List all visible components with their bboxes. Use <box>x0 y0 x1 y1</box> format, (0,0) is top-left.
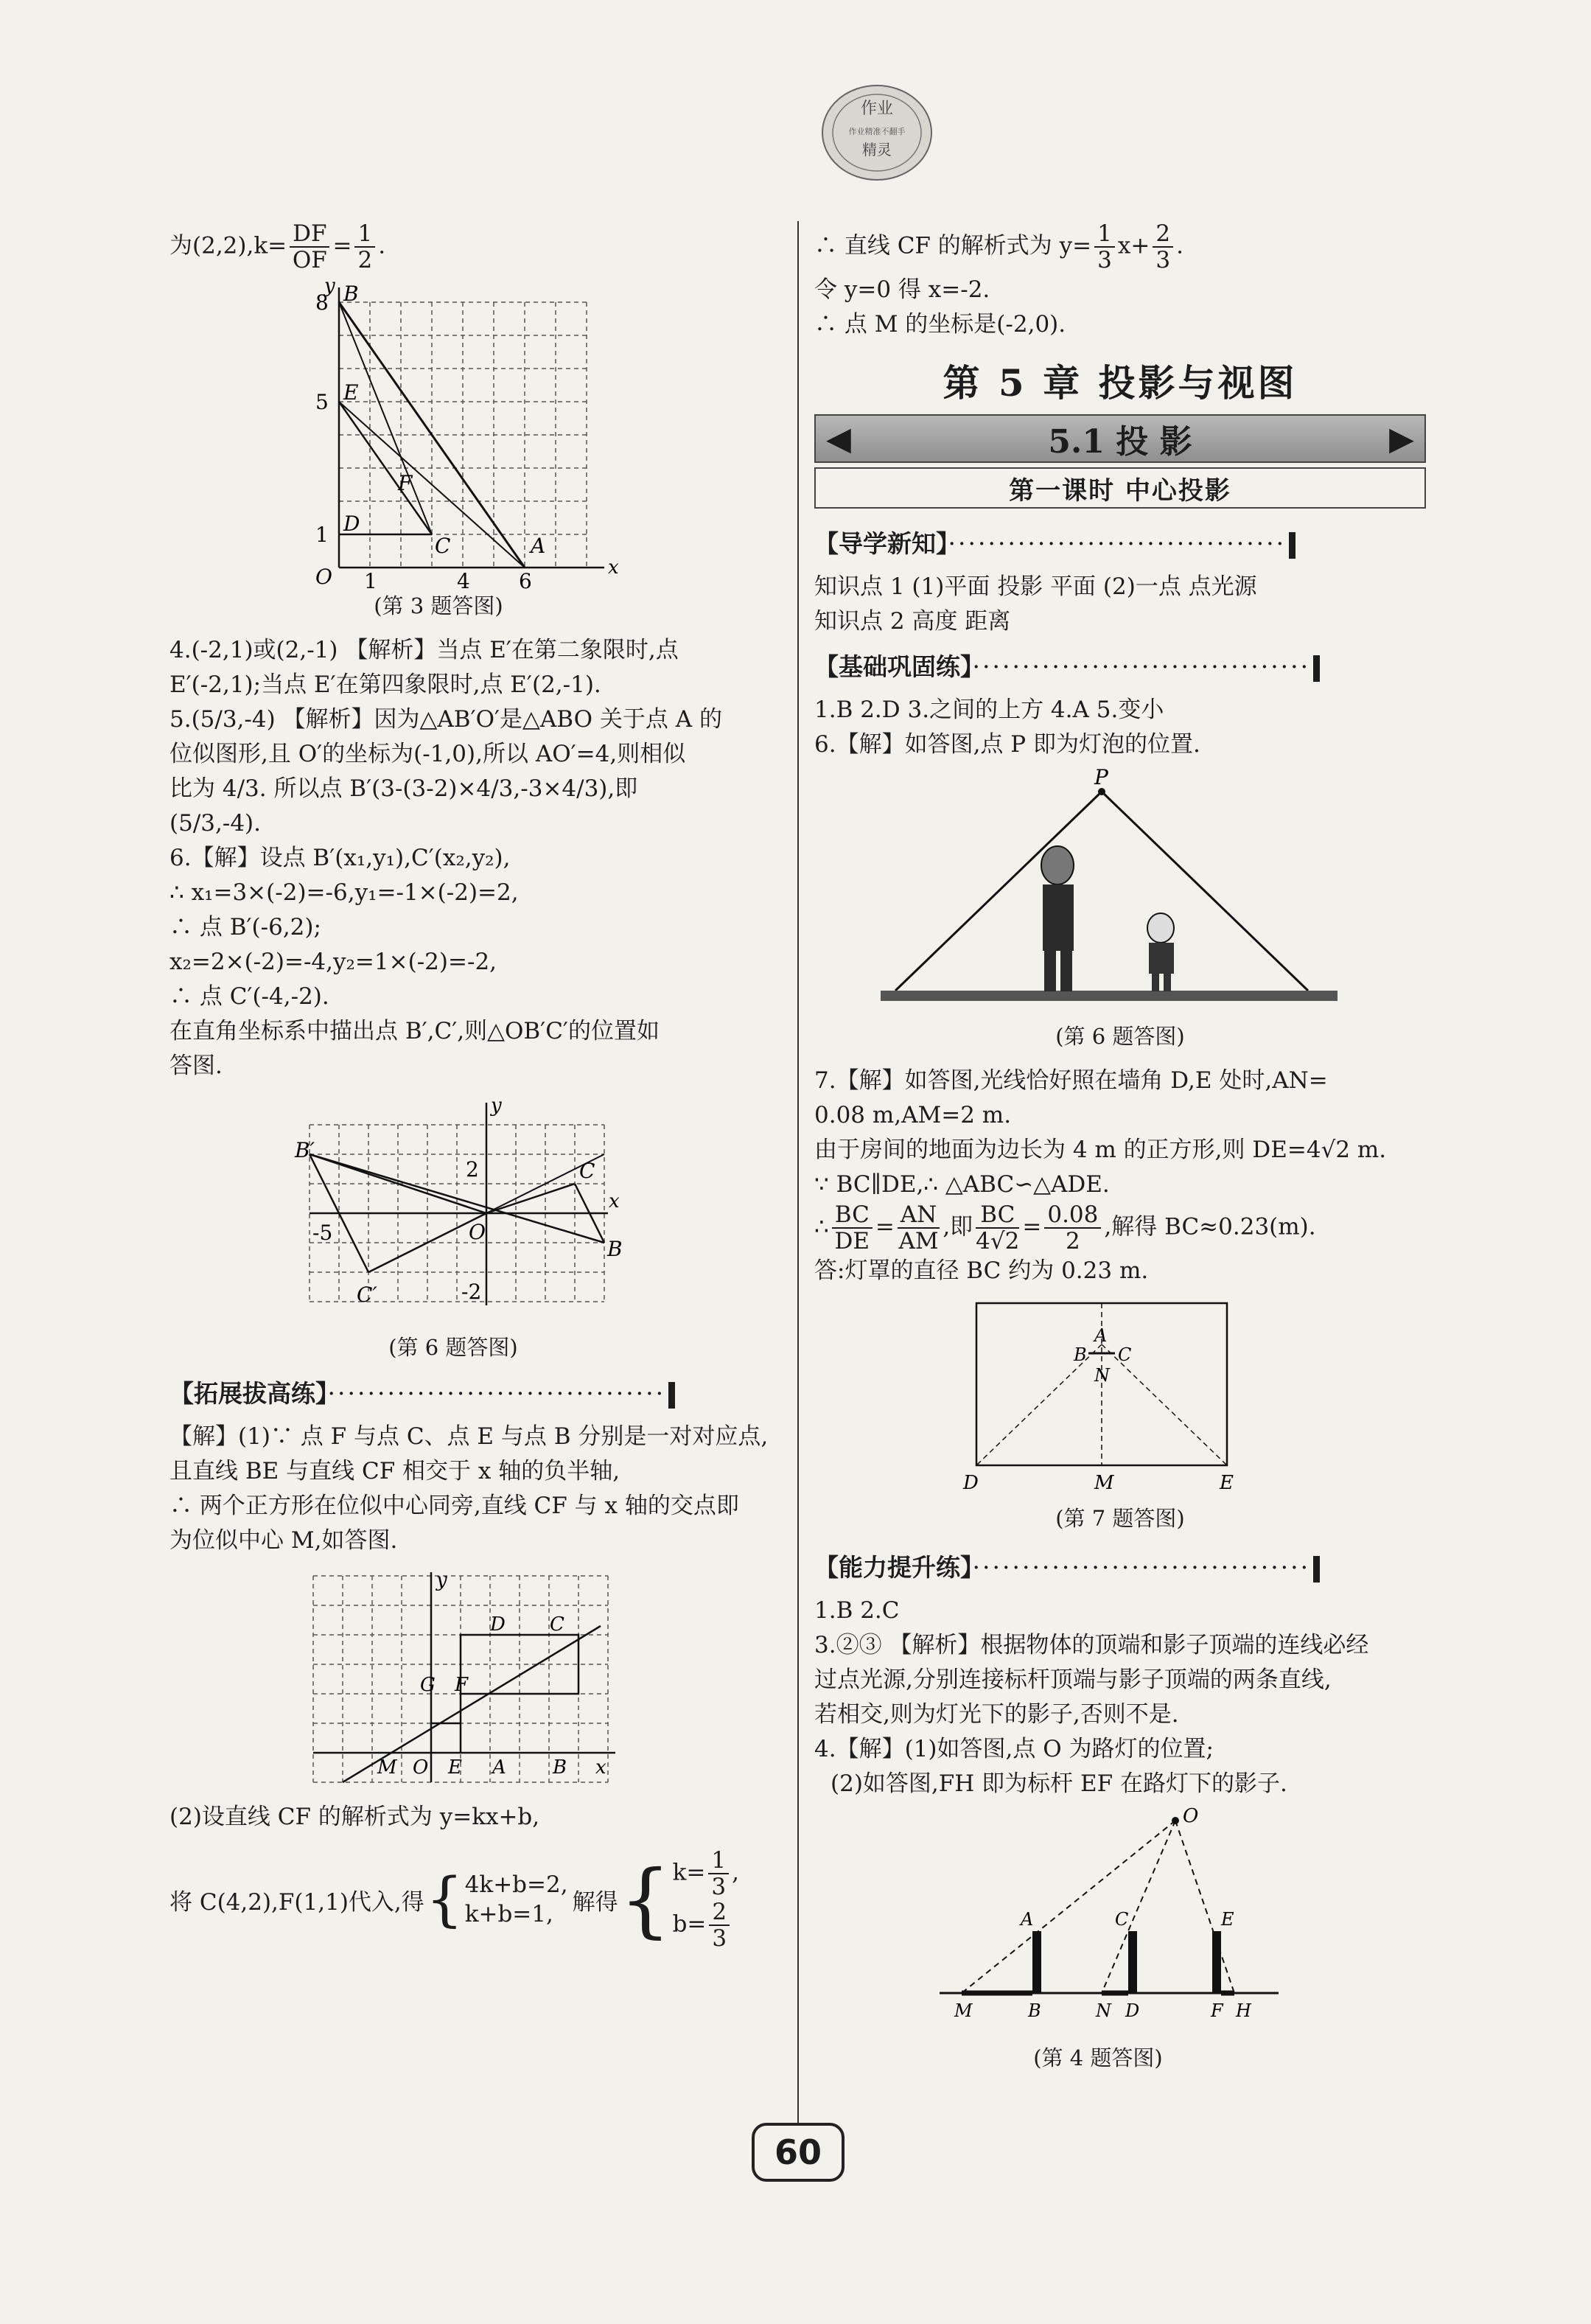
figure-6-caption: (第 6 题答图) <box>388 1335 518 1360</box>
ability-answers: 1.B 2.C <box>814 1597 900 1624</box>
q7-line-1: 7.【解】如答图,光线恰好照在墙角 D,E 处时,AN= <box>814 1067 1328 1094</box>
svg-text:N: N <box>1096 2000 1111 2021</box>
expand-line-3: ∴ 两个正方形在位似中心同旁,直线 CF 与 x 轴的交点即 <box>169 1493 739 1519</box>
figure-7-room <box>962 1296 1242 1495</box>
q7-line-2: 0.08 m,AM=2 m. <box>814 1102 1012 1128</box>
svg-text:F: F <box>455 1674 469 1696</box>
stamp-seal <box>818 81 936 184</box>
section-ability: 【能力提升练】·································· <box>814 1549 1426 1583</box>
svg-text:M: M <box>954 2000 973 2021</box>
svg-text:N: N <box>1094 1365 1110 1386</box>
svg-text:A: A <box>1021 1909 1034 1930</box>
figure-6-graph <box>295 1095 623 1324</box>
svg-text:O: O <box>315 565 332 589</box>
svg-text:B′: B′ <box>295 1138 315 1162</box>
svg-text:-5: -5 <box>312 1221 333 1245</box>
ability-q3-line-3: 若相交,则为灯光下的影子,否则不是. <box>814 1701 1179 1728</box>
svg-text:D: D <box>1125 2000 1140 2021</box>
knowledge-2: 知识点 2 高度 距离 <box>814 608 1011 635</box>
fraction-df-of: $\frac{DF}{OF}$ <box>290 221 329 273</box>
svg-text:G: G <box>420 1674 436 1696</box>
svg-text:H: H <box>1236 2000 1251 2021</box>
svg-text:4: 4 <box>457 569 470 593</box>
figure-expand-graph <box>310 1568 619 1790</box>
svg-text:E: E <box>343 380 359 405</box>
svg-text:F: F <box>398 471 413 495</box>
svg-text:F: F <box>1211 2000 1223 2021</box>
q6-line-7: 答图. <box>169 1053 223 1079</box>
chapter-title: 第 5 章 投影与视图 <box>943 361 1298 405</box>
page-number: 60 <box>752 2123 845 2182</box>
svg-text:C: C <box>1118 1344 1132 1365</box>
svg-text:C′: C′ <box>357 1283 377 1307</box>
q6-line-5: ∴ 点 C′(-4,-2). <box>169 983 329 1010</box>
man-figure <box>1041 846 1074 991</box>
svg-text:E: E <box>1221 1909 1234 1930</box>
q5-line-2: 位似图形,且 O′的坐标为(-1,0),所以 AO′=4,则相似 <box>169 741 686 767</box>
q6-line-1: 6.【解】设点 B′(x₁,y₁),C′(x₂,y₂), <box>169 845 511 871</box>
svg-text:M: M <box>1094 1472 1114 1494</box>
header-stamp <box>818 81 936 184</box>
fraction-one-half: $\frac{1}{2}$ <box>354 221 375 273</box>
q6-line-3: ∴ 点 B′(-6,2); <box>169 914 321 941</box>
q6-line-2: ∴ x₁=3×(-2)=-6,y₁=-1×(-2)=2, <box>169 879 519 906</box>
figure-6-right-caption: (第 6 题答图) <box>1055 1024 1185 1049</box>
q6-right: 6.【解】如答图,点 P 即为灯泡的位置. <box>814 731 1200 758</box>
svg-text:1: 1 <box>364 569 377 593</box>
q6-line-4: x₂=2×(-2)=-4,y₂=1×(-2)=-2, <box>169 949 497 975</box>
answer-line-k: 为(2,2),k= $\frac{DF}{OF}$ = $\frac{1}{2}$ . <box>169 220 386 273</box>
svg-text:C: C <box>579 1159 595 1183</box>
ability-q4-line-2: (2)如答图,FH 即为标杆 EF 在路灯下的影子. <box>831 1770 1287 1797</box>
svg-text:-2: -2 <box>461 1280 482 1304</box>
figure-4-streetlight <box>932 1806 1301 2034</box>
left-column <box>169 221 781 1951</box>
svg-text:x: x <box>609 1190 620 1212</box>
svg-text:B: B <box>553 1756 567 1779</box>
q4-line-1: 4.(-2,1)或(2,-1) 【解析】当点 E′在第二象限时,点 <box>169 637 679 663</box>
q4-line-2: E′(-2,1);当点 E′在第四象限时,点 E′(2,-1). <box>169 671 601 698</box>
svg-text:B: B <box>607 1237 623 1261</box>
expand-line-4: 为位似中心 M,如答图. <box>169 1527 398 1554</box>
figure-expand <box>310 1568 781 1793</box>
section-expand: 【拓展拔高练】·································· <box>169 1375 781 1409</box>
figure-3 <box>310 275 781 593</box>
lesson-title: 第一课时 中心投影 <box>814 467 1426 509</box>
ability-q3-line-1: 3.②③ 【解析】根据物体的顶端和影子顶端的连线必经 <box>814 1632 1369 1658</box>
brace-left: { <box>425 1865 464 1933</box>
ability-q3-line-2: 过点光源,分别连接标杆顶端与影子顶端的两条直线, <box>814 1667 1332 1693</box>
svg-text:y: y <box>491 1095 502 1117</box>
expand-part2: (2)设直线 CF 的解析式为 y=kx+b, <box>169 1804 540 1830</box>
svg-text:1: 1 <box>315 523 329 547</box>
expand-line-1: 【解】(1)∵ 点 F 与点 C、点 E 与点 B 分别是一对对应点, <box>169 1423 769 1450</box>
svg-text:A: A <box>1094 1325 1108 1346</box>
svg-text:精灵: 精灵 <box>862 141 892 158</box>
figure-7 <box>962 1296 1426 1498</box>
svg-text:O: O <box>469 1220 486 1244</box>
figure-4 <box>932 1806 1426 2037</box>
expand-line-2: 且直线 BE 与直线 CF 相交于 x 轴的负半轴, <box>169 1458 620 1484</box>
expand-system-solution: 将 C(4,2),F(1,1)代入,得 { 4k+b=2, k+b=1, 解得 { k= $\frac{1}{3}$ , b= $\frac{2}{3}$ <box>169 1847 739 1952</box>
section-basic: 【基础巩固练】·································· <box>814 648 1426 683</box>
child-figure <box>1147 913 1174 991</box>
svg-text:作业: 作业 <box>860 100 894 118</box>
svg-text:6: 6 <box>519 569 532 593</box>
svg-text:P: P <box>1094 765 1108 789</box>
svg-text:E: E <box>1220 1472 1234 1494</box>
section-guide: 【导学新知】·································· <box>814 525 1426 559</box>
svg-text:A: A <box>492 1756 506 1779</box>
svg-text:2: 2 <box>466 1157 479 1182</box>
svg-text:B: B <box>343 282 359 306</box>
svg-text:y: y <box>324 275 335 297</box>
q5-line-3: 比为 4/3. 所以点 B′(3-(3-2)×4/3,-3×4/3),即 <box>169 775 638 802</box>
svg-text:A: A <box>531 534 546 558</box>
brace-right: { <box>619 1852 671 1947</box>
column-divider <box>797 221 799 2123</box>
svg-text:B: B <box>1028 2000 1041 2021</box>
triangle-left-icon: ◀ <box>826 419 851 458</box>
cf-expression: ∴ 直线 CF 的解析式为 y= $\frac{1}{3}$ x+ $\frac{2}{3}$ . <box>814 220 1183 273</box>
svg-text:M: M <box>377 1756 397 1779</box>
figure-4-caption: (第 4 题答图) <box>1033 2045 1163 2070</box>
svg-text:O: O <box>413 1756 429 1779</box>
figure-6-left <box>295 1095 781 1327</box>
svg-text:O: O <box>1183 1805 1199 1827</box>
knowledge-1: 知识点 1 (1)平面 投影 平面 (2)一点 点光源 <box>814 573 1257 600</box>
figure-3-caption: (第 3 题答图) <box>374 593 503 618</box>
svg-text:C: C <box>435 534 451 558</box>
figure-7-caption: (第 7 题答图) <box>1055 1506 1185 1531</box>
right-column <box>814 221 1426 2085</box>
q7-line-6: 答:灯罩的直径 BC 约为 0.23 m. <box>814 1257 1149 1284</box>
q7-line-4: ∵ BC∥DE,∴ △ABC∽△ADE. <box>814 1171 1110 1198</box>
svg-text:作业精准不翻手: 作业精准不翻手 <box>848 127 906 136</box>
basic-answers: 1.B 2.D 3.之间的上方 4.A 5.变小 <box>814 697 1164 723</box>
q6-line-6: 在直角坐标系中描出点 B′,C′,则△OB′C′的位置如 <box>169 1018 660 1044</box>
figure-6-lamp <box>873 765 1345 1013</box>
svg-text:x: x <box>595 1756 606 1779</box>
svg-text:5: 5 <box>315 390 329 414</box>
svg-text:C: C <box>1115 1909 1129 1930</box>
svg-text:D: D <box>343 512 360 536</box>
svg-text:E: E <box>448 1756 462 1779</box>
svg-text:C: C <box>550 1613 564 1636</box>
svg-text:8: 8 <box>315 290 329 315</box>
svg-text:x: x <box>608 556 619 579</box>
svg-text:y: y <box>436 1569 447 1591</box>
q5-line-1: 5.(5/3,-4) 【解析】因为△AB′O′是△ABO 关于点 A 的 <box>169 706 723 733</box>
q7-line-5: ∴ $\frac{BC}{DE}$ = $\frac{AN}{AM}$ ,即 $\frac{BC}{4√2}$ = $\frac{0.08}{2}$ ,解得 BC≈0.23(m). <box>814 1201 1316 1255</box>
let-y-zero: 令 y=0 得 x=-2. <box>814 276 990 303</box>
ability-q4-line-1: 4.【解】(1)如答图,点 O 为路灯的位置; <box>814 1736 1214 1762</box>
figure-3-graph <box>310 275 619 593</box>
triangle-right-icon: ▶ <box>1389 419 1414 458</box>
section-banner: ◀ 5.1 投 影 ▶ <box>814 414 1426 463</box>
q5-line-4: (5/3,-4). <box>169 810 261 837</box>
svg-text:B: B <box>1074 1344 1087 1365</box>
figure-6-right <box>873 765 1426 1016</box>
svg-text:D: D <box>490 1613 506 1636</box>
q7-line-3: 由于房间的地面为边长为 4 m 的正方形,则 DE=4√2 m. <box>814 1137 1387 1163</box>
point-m: ∴ 点 M 的坐标是(-2,0). <box>814 311 1066 338</box>
svg-text:D: D <box>963 1472 979 1494</box>
